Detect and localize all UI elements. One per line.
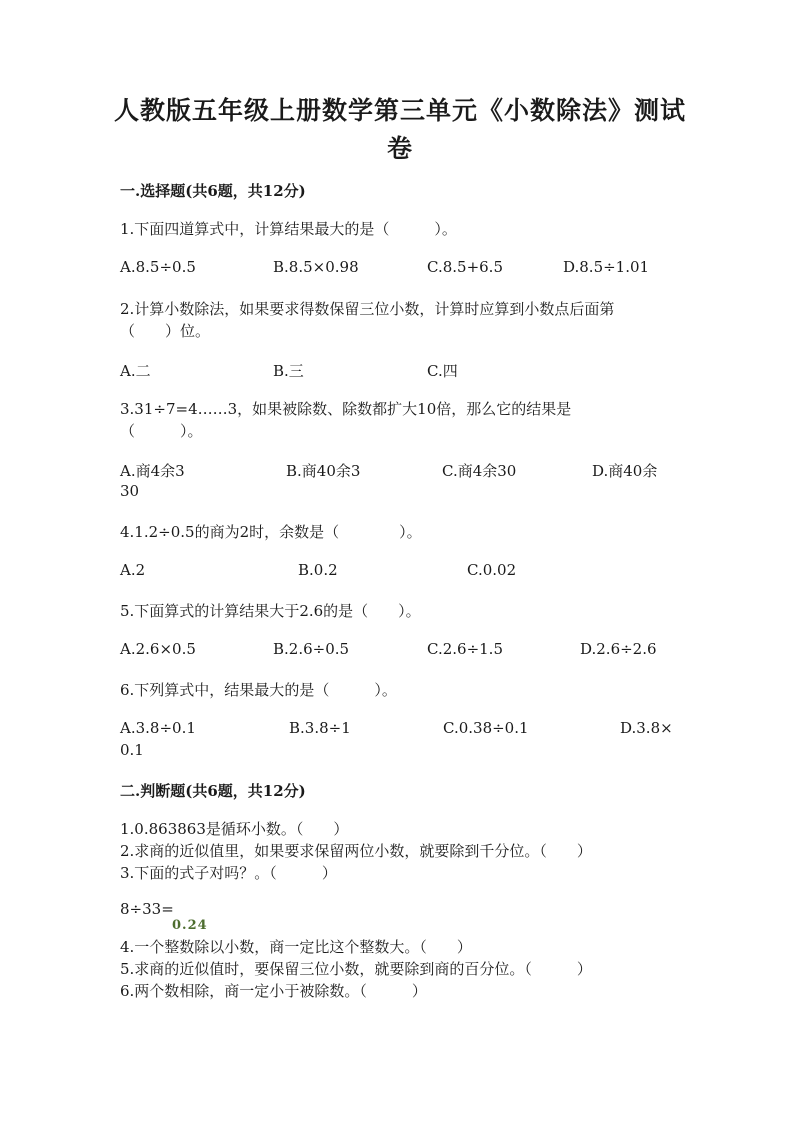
q1-option-c: C.8.5+6.5: [427, 258, 503, 276]
question-2-line-2: （ ）位。: [120, 322, 211, 340]
q5-option-b: B.2.6÷0.5: [273, 640, 350, 658]
q4-option-b: B.0.2: [298, 561, 338, 579]
q6-option-b: B.3.8÷1: [289, 719, 351, 737]
tf-item-3-equation: 8÷33=: [120, 900, 174, 918]
q5-option-c: C.2.6÷1.5: [427, 640, 503, 658]
q1-option-d: D.8.5÷1.01: [563, 258, 650, 276]
title-line-1: 人教版五年级上册数学第三单元《小数除法》测试: [113, 96, 686, 125]
question-5: 5.下面算式的计算结果大于2.6的是（ ）。: [120, 602, 421, 620]
exam-title: [110, 92, 690, 168]
q3-option-c: C.商4余30: [442, 462, 517, 480]
tf-item-3-answer-figure: 0.24: [172, 918, 208, 933]
q3-option-d-line-1: D.商40余: [592, 462, 658, 480]
q2-option-b: B.三: [273, 362, 304, 380]
question-3: [120, 398, 680, 442]
q3-option-a: A.商4余3: [120, 462, 185, 480]
question-3-line-2: （ ）。: [120, 422, 203, 440]
q6-option-d-line-2: 0.1: [120, 741, 144, 759]
q4-option-a: A.2: [120, 561, 146, 579]
q1-option-a: A.8.5÷0.5: [120, 258, 196, 276]
tf-item-4: 4.一个整数除以小数，商一定比这个整数大。（ ）: [120, 938, 472, 956]
q2-option-c: C.四: [427, 362, 458, 380]
question-6: 6.下列算式中，结果最大的是（ ）。: [120, 681, 397, 699]
q6-option-c: C.0.38÷0.1: [443, 719, 529, 737]
question-1: 1.下面四道算式中，计算结果最大的是（ ）。: [120, 220, 457, 238]
q5-option-d: D.2.6÷2.6: [580, 640, 657, 658]
tf-item-2: 2.求商的近似值里，如果要求保留两位小数，就要除到千分位。（ ）: [120, 842, 592, 860]
q6-option-d-line-1: D.3.8×: [620, 719, 673, 737]
q3-option-d-line-2: 30: [120, 482, 140, 500]
tf-item-3: 3.下面的式子对吗？。（ ）: [120, 864, 337, 882]
question-3-line-1: 3.31÷7=4……3，如果被除数、除数都扩大10倍，那么它的结果是: [120, 400, 572, 418]
section-1-title: 一.选择题(共6题，共12分): [120, 182, 306, 200]
q4-option-c: C.0.02: [467, 561, 517, 579]
q5-option-a: A.2.6×0.5: [120, 640, 196, 658]
title-line-2: 卷: [386, 134, 413, 163]
section-2-title: 二.判断题(共6题，共12分): [120, 782, 306, 800]
tf-item-1: 1.0.863863是循环小数。（ ）: [120, 820, 349, 838]
q2-option-a: A.二: [120, 362, 151, 380]
question-2-line-1: 2.计算小数除法，如果要求得数保留三位小数，计算时应算到小数点后面第: [120, 300, 615, 318]
question-4: 4.1.2÷0.5的商为2时，余数是（ ）。: [120, 523, 422, 541]
q6-option-a: A.3.8÷0.1: [120, 719, 196, 737]
question-2: [120, 298, 680, 342]
q3-option-b: B.商40余3: [286, 462, 361, 480]
tf-item-5: 5.求商的近似值时，要保留三位小数，就要除到商的百分位。（ ）: [120, 960, 592, 978]
q3-option-d: [592, 460, 682, 482]
tf-item-6: 6.两个数相除，商一定小于被除数。（ ）: [120, 982, 427, 1000]
q1-option-b: B.8.5×0.98: [273, 258, 359, 276]
